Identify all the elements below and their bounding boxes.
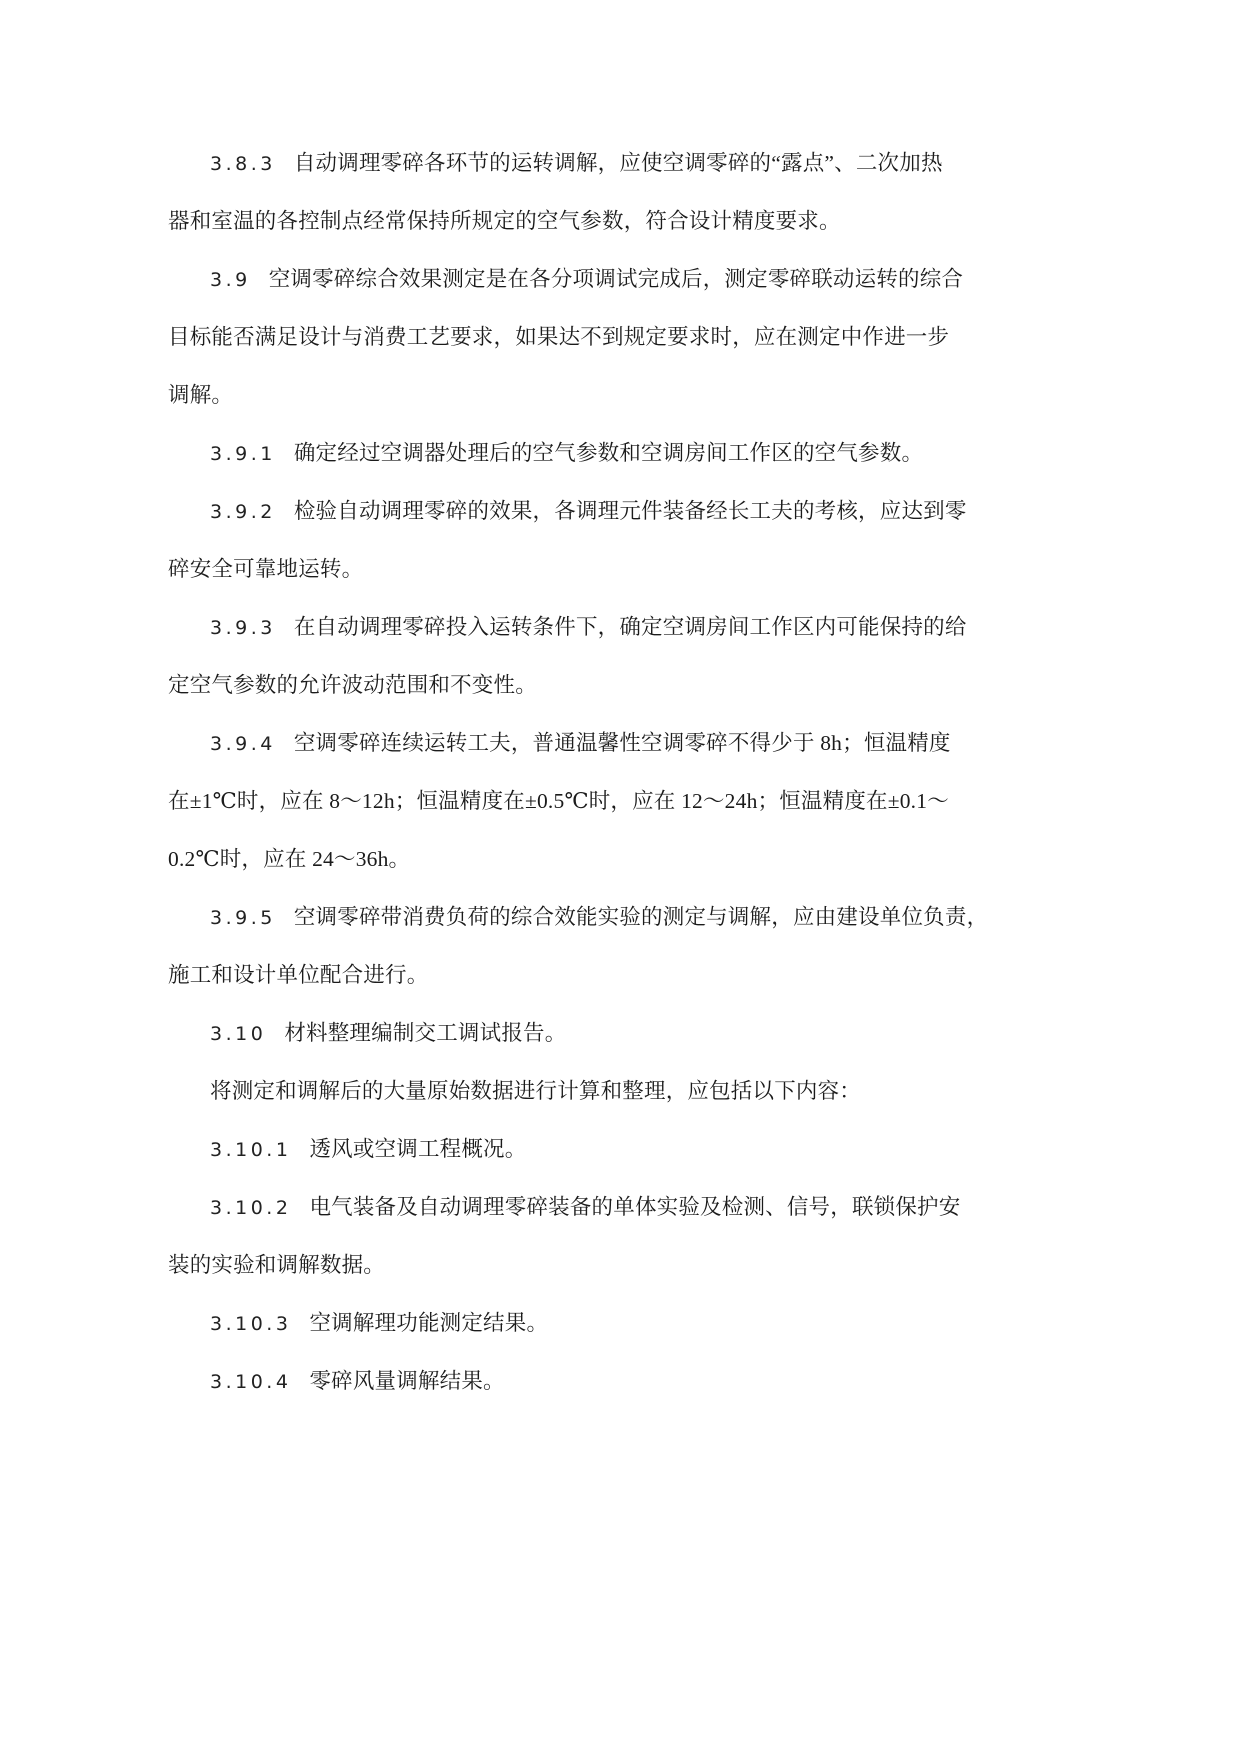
clause-number: 3.10.4: [210, 1371, 292, 1393]
continuation-line: [0, 366, 1241, 424]
clause-number: 3.8.3: [210, 153, 276, 175]
clause-number: 3.10: [210, 1023, 267, 1045]
intro-paragraph: [0, 1062, 1241, 1120]
clause-text: 电气装备及自动调理零碎装备的单体实验及检测、信号，联锁保护安: [309, 1195, 961, 1219]
continuation-line: [0, 192, 1241, 250]
line-text: 装的实验和调解数据。: [168, 1253, 386, 1277]
clause-3-9-4: [0, 714, 1241, 772]
line-text: 施工和设计单位配合进行。: [168, 963, 429, 987]
line-text: 调解。: [168, 383, 234, 407]
continuation-line: [0, 308, 1241, 366]
line-text: 0.2℃时，应在 24～36h。: [168, 847, 411, 871]
clause-text: 空调解理功能测定结果。: [309, 1311, 549, 1335]
clause-3-10-4: [0, 1352, 1241, 1410]
continuation-line: [0, 772, 1241, 830]
clause-3-9-2: [0, 482, 1241, 540]
clause-3-9-3: [0, 598, 1241, 656]
clause-number: 3.9.4: [210, 733, 276, 755]
line-text: 目标能否满足设计与消费工艺要求，如果达不到规定要求时，应在测定中作进一步: [168, 325, 950, 349]
line-text: 将测定和调解后的大量原始数据进行计算和整理，应包括以下内容：: [210, 1079, 862, 1103]
clause-text: 空调零碎连续运转工夫，普通温馨性空调零碎不得少于 8h；恒温精度: [293, 731, 951, 755]
clause-number: 3.9: [210, 269, 251, 291]
clause-3-9-5: [0, 888, 1241, 946]
line-text: 在±1℃时，应在 8～12h；恒温精度在±0.5℃时，应在 12～24h；恒温精度在±0.1～: [168, 789, 949, 813]
continuation-line: [0, 656, 1241, 714]
continuation-line: [0, 1236, 1241, 1294]
clause-3-8-3: [0, 134, 1241, 192]
clause-text: 检验自动调理零碎的效果，各调理元件装备经长工夫的考核，应达到零: [293, 499, 967, 523]
line-text: 器和室温的各控制点经常保持所规定的空气参数，符合设计精度要求。: [168, 209, 841, 233]
line-text: 定空气参数的允许波动范围和不变性。: [168, 673, 537, 697]
clause-3-9-1: [0, 424, 1241, 482]
clause-number: 3.9.1: [210, 443, 276, 465]
continuation-line: [0, 946, 1241, 1004]
clause-text: 透风或空调工程概况。: [309, 1137, 527, 1161]
line-text: 碎安全可靠地运转。: [168, 557, 364, 581]
clause-text: 确定经过空调器处理后的空气参数和空调房间工作区的空气参数。: [293, 441, 924, 465]
clause-3-10: [0, 1004, 1241, 1062]
clause-3-9: [0, 250, 1241, 308]
clause-3-10-2: [0, 1178, 1241, 1236]
clause-text: 空调零碎综合效果测定是在各分项调试完成后，测定零碎联动运转的综合: [268, 267, 964, 291]
continuation-line: [0, 830, 1241, 888]
clause-3-10-3: [0, 1294, 1241, 1352]
clause-text: 材料整理编制交工调试报告。: [284, 1021, 567, 1045]
clause-number: 3.9.5: [210, 907, 276, 929]
clause-text: 空调零碎带消费负荷的综合效能实验的测定与调解，应由建设单位负责，: [293, 905, 989, 929]
clause-text: 零碎风量调解结果。: [309, 1369, 505, 1393]
clause-text: 在自动调理零碎投入运转条件下，确定空调房间工作区内可能保持的给: [293, 615, 967, 639]
clause-number: 3.9.3: [210, 617, 276, 639]
clause-text: 自动调理零碎各环节的运转调解，应使空调零碎的“露点”、二次加热: [293, 151, 943, 175]
continuation-line: [0, 540, 1241, 598]
clause-number: 3.10.3: [210, 1313, 292, 1335]
clause-number: 3.10.2: [210, 1197, 292, 1219]
clause-number: 3.9.2: [210, 501, 276, 523]
clause-3-10-1: [0, 1120, 1241, 1178]
clause-number: 3.10.1: [210, 1139, 292, 1161]
